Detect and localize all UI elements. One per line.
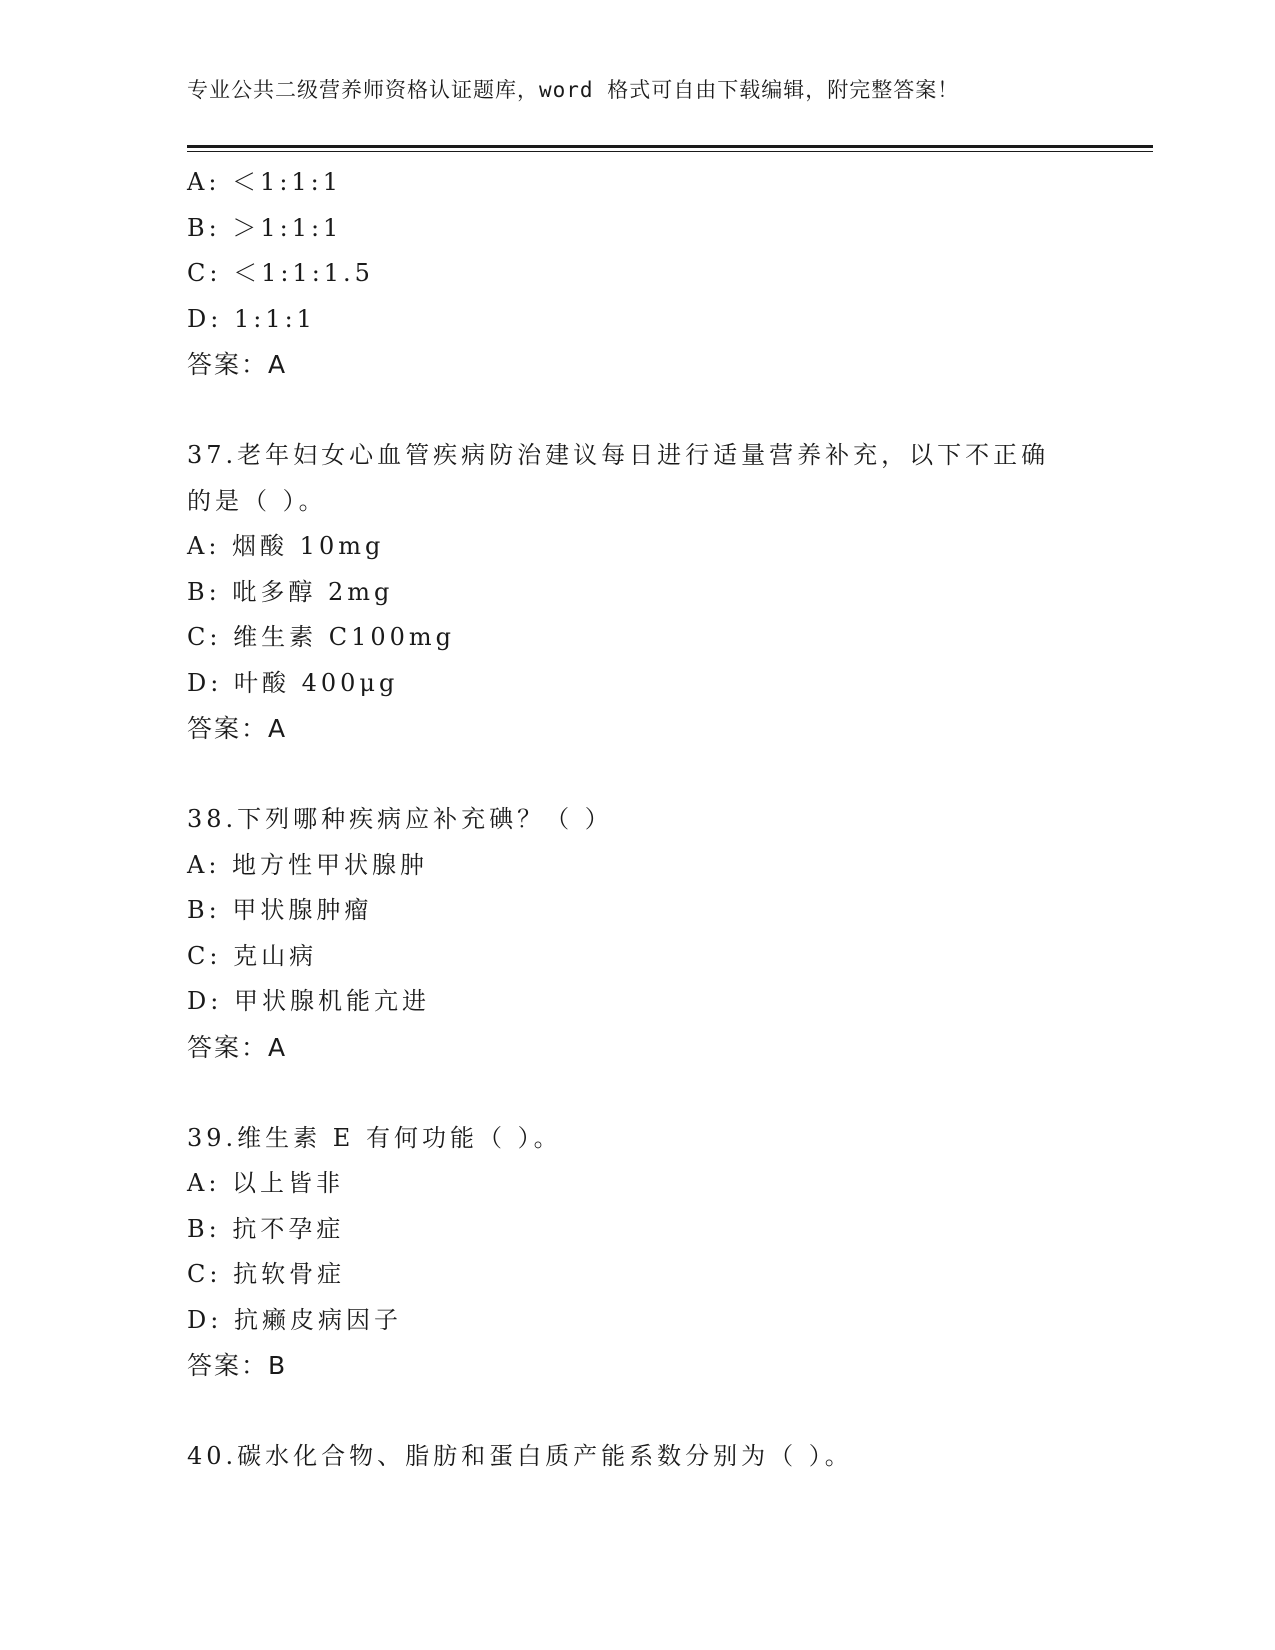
option-b: B: ＞1:1:1 xyxy=(187,213,343,242)
option-a: A: 地方性甲状腺肿 xyxy=(187,850,429,879)
option-c: C: 维生素 C100mg xyxy=(187,623,455,651)
question-40 xyxy=(187,1434,1087,1480)
option-b: B: 吡多醇 2mg xyxy=(187,577,394,606)
header-rule-thin xyxy=(187,151,1153,152)
answer: 答案：A xyxy=(187,1032,288,1062)
question-37 xyxy=(187,433,1087,752)
option-c: C: ＜1:1:1.5 xyxy=(187,259,374,287)
question-text-cont: 的是（ ）。 xyxy=(187,486,327,515)
question-text: 40.碳水化合物、脂肪和蛋白质产能系数分别为（ ）。 xyxy=(187,1442,853,1470)
option-a: A: 以上皆非 xyxy=(187,1169,345,1197)
question-text: 39.维生素 E 有何功能（ ）。 xyxy=(187,1123,562,1152)
option-b: B: 抗不孕症 xyxy=(187,1214,345,1243)
option-a: A: ＜1:1:1 xyxy=(187,168,343,196)
page-header: 专业公共二级营养师资格认证题库，word 格式可自由下载编辑，附完整答案！ xyxy=(187,78,960,102)
answer: 答案：B xyxy=(187,1351,288,1380)
question-list xyxy=(187,160,1087,1480)
question-text: 38.下列哪种疾病应补充碘？（ ） xyxy=(187,805,613,833)
option-d: D: 1:1:1 xyxy=(187,304,316,333)
question-39 xyxy=(187,1116,1087,1389)
option-b: B: 甲状腺肿瘤 xyxy=(187,896,373,924)
option-c: C: 克山病 xyxy=(187,941,318,970)
answer: 答案：A xyxy=(187,350,288,379)
question-36 xyxy=(187,160,1087,388)
answer: 答案：A xyxy=(187,714,288,743)
option-d: D: 抗癞皮病因子 xyxy=(187,1305,402,1334)
option-d: D: 叶酸 400μg xyxy=(187,668,399,697)
question-text: 37.老年妇女心血管疾病防治建议每日进行适量营养补充，以下不正确 xyxy=(187,441,1050,469)
option-c: C: 抗软骨症 xyxy=(187,1260,346,1288)
header-rule-thick xyxy=(187,145,1153,148)
question-38 xyxy=(187,797,1087,1070)
option-a: A: 烟酸 10mg xyxy=(187,532,385,560)
option-d: D: 甲状腺机能亢进 xyxy=(187,987,430,1015)
